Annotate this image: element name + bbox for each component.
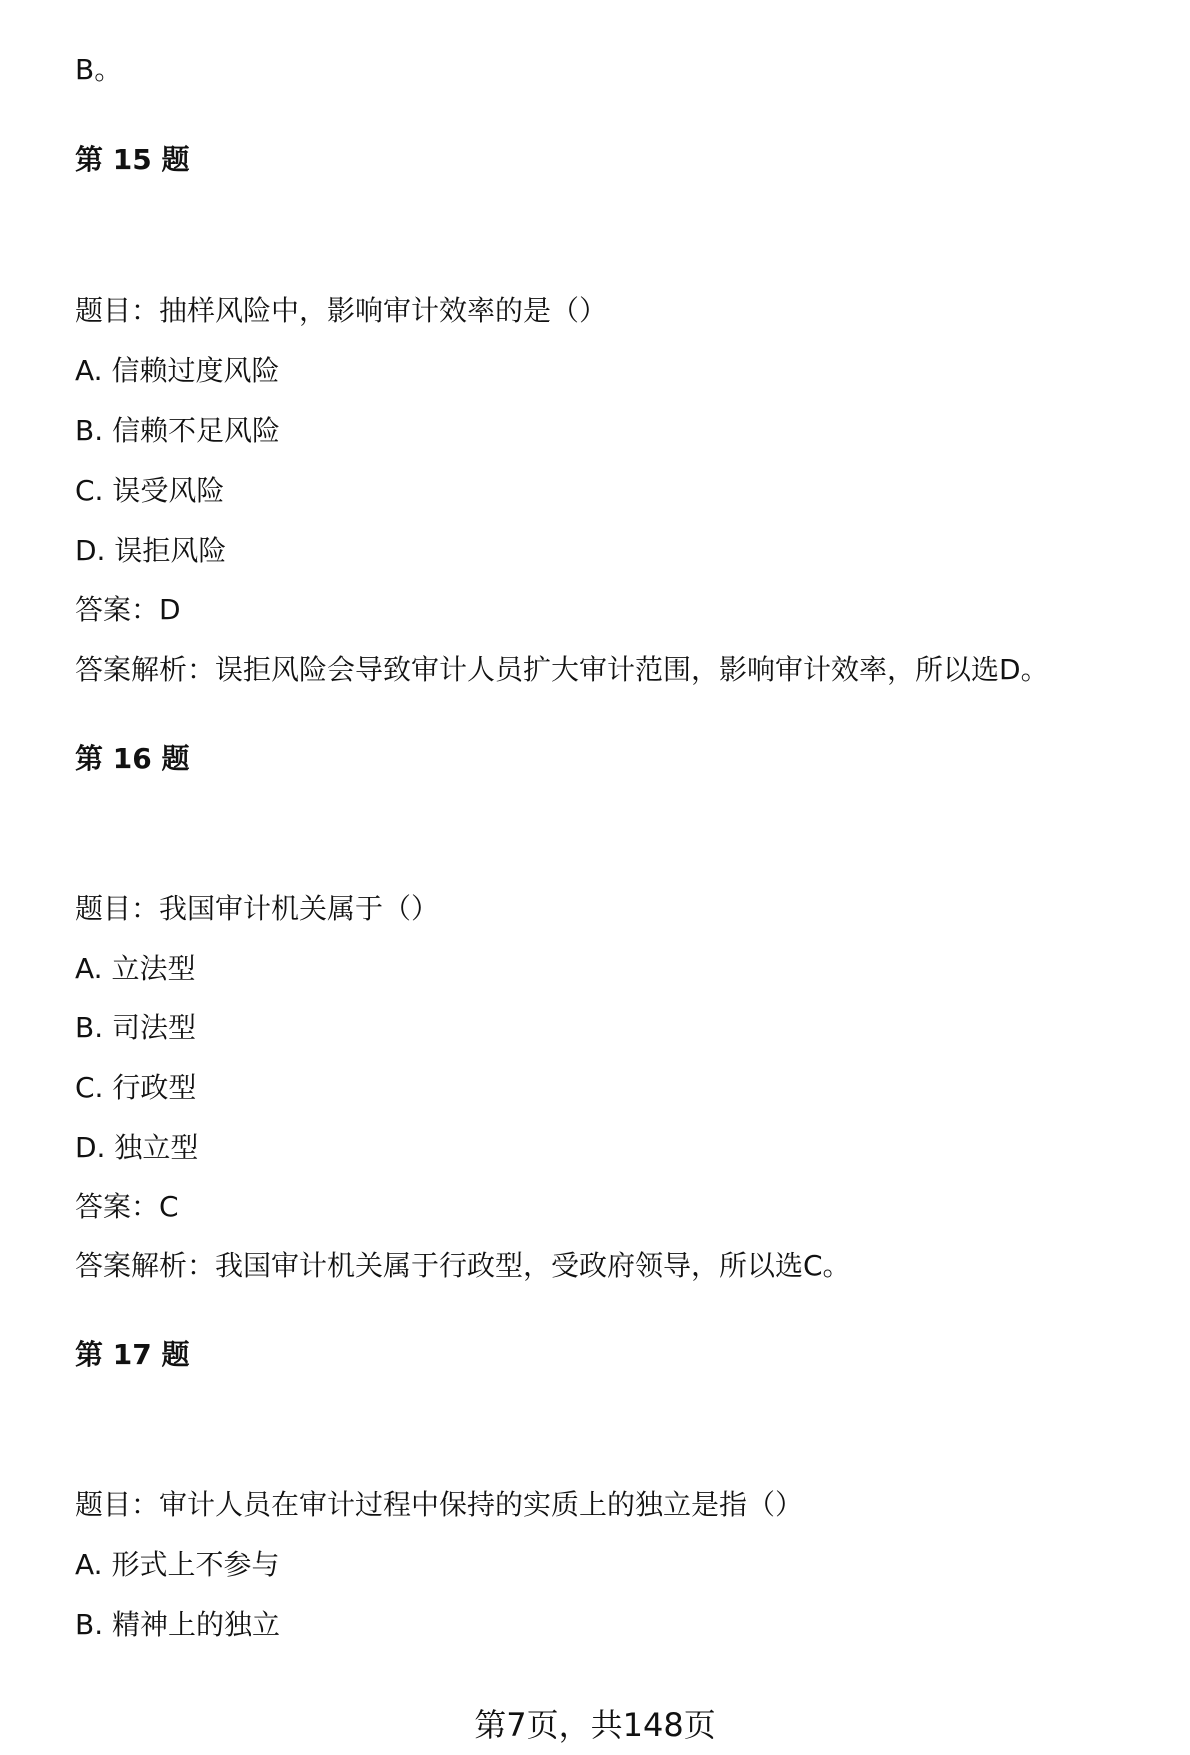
option-d: D. 独立型 bbox=[75, 1131, 199, 1164]
answer-analysis: 答案解析：我国审计机关属于行政型，受政府领导，所以选C。 bbox=[75, 1249, 851, 1282]
option-d: D. 误拒风险 bbox=[75, 534, 227, 567]
question-heading: 第 15 题 bbox=[75, 143, 190, 176]
option-a: A. 形式上不参与 bbox=[75, 1548, 280, 1581]
option-a: A. 立法型 bbox=[75, 952, 196, 985]
option-a: A. 信赖过度风险 bbox=[75, 354, 280, 387]
option-b: B. 精神上的独立 bbox=[75, 1608, 281, 1641]
answer: 答案：D bbox=[75, 593, 181, 626]
question-text: 题目：审计人员在审计过程中保持的实质上的独立是指（） bbox=[75, 1488, 804, 1521]
page-number-footer: 第7页，共148页 bbox=[474, 1706, 716, 1744]
option-c: C. 误受风险 bbox=[75, 474, 225, 507]
question-text: 题目：抽样风险中，影响审计效率的是（） bbox=[75, 294, 608, 327]
question-heading: 第 17 题 bbox=[75, 1338, 190, 1371]
question-text: 题目：我国审计机关属于（） bbox=[75, 892, 440, 925]
option-b: B. 司法型 bbox=[75, 1011, 197, 1044]
answer: 答案：C bbox=[75, 1190, 179, 1223]
option-c: C. 行政型 bbox=[75, 1071, 197, 1104]
option-b: B. 信赖不足风险 bbox=[75, 414, 281, 447]
previous-answer-tail: B。 bbox=[75, 53, 123, 86]
question-heading: 第 16 题 bbox=[75, 742, 190, 775]
answer-analysis: 答案解析：误拒风险会导致审计人员扩大审计范围，影响审计效率，所以选D。 bbox=[75, 653, 1049, 686]
